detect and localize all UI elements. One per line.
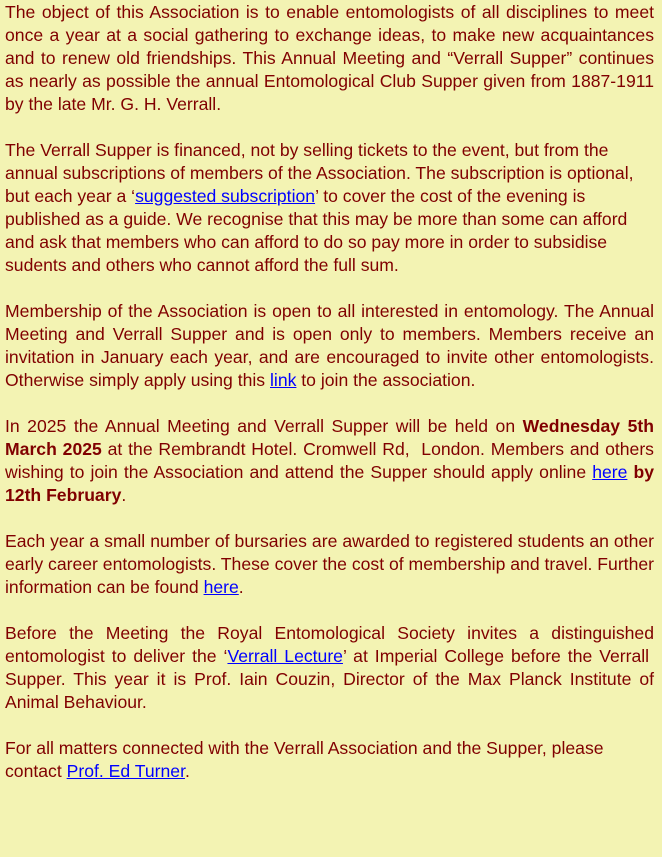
paragraph-text: . (184, 761, 190, 781)
paragraph-annual-meeting-2025 (5, 415, 654, 507)
join-association-link[interactable]: link (270, 370, 297, 390)
contact-ed-turner-link[interactable]: Prof. Ed Turner (66, 761, 185, 781)
paragraph-text: Before the Meeting the Royal Entomological Society invites a distinguished entomologist to deliver the ‘ (5, 623, 654, 666)
paragraph-text: . (238, 577, 244, 597)
paragraph-membership (5, 300, 654, 392)
meeting-date: Wednesday 5th March 2025 (5, 416, 654, 459)
paragraph-text: at the Rembrandt Hotel. Cromwell Rd, London. Members and others wishing to join the Association and attend the Supper should apply online (5, 439, 654, 482)
paragraph-text: The object of this Association is to enable entomologists of all disciplines to meet once a year at a social gathering to exchange ideas, to make new acquaintances and to renew old friendships. This Annual Meeting and “Verrall Supper” continues as nearly as possible the annual Entomological Club Supper given from 1887-1911 by the late Mr. G. H. Verrall. (5, 2, 654, 114)
paragraph-text: The Verrall Supper is financed, not by selling tickets to the event, but from the annual subscriptions of members of the Association. The subscription is optional, but each year a ‘ (5, 140, 634, 206)
bursaries-info-link[interactable]: here (203, 577, 239, 597)
paragraph-supper-financing (5, 139, 654, 277)
paragraph-text: . (121, 485, 127, 505)
suggested-subscription-link[interactable]: suggested subscription (135, 186, 316, 206)
application-deadline: by 12th February (5, 462, 655, 505)
paragraph-text: to join the association. (296, 370, 476, 390)
paragraph-text: Membership of the Association is open to all interested in entomology. The Annual Meeting and Verrall Supper and is open only to members. Members receive an invitation in January each year, and are encouraged to invite other entomologists. Otherwise simply apply using this (5, 301, 654, 390)
verrall-lecture-link[interactable]: Verrall Lecture (227, 646, 343, 666)
apply-online-link[interactable]: here (592, 462, 628, 482)
paragraph-contact (5, 737, 654, 783)
paragraph-text: ’ at Imperial College before the Verrall Supper. This year it is Prof. Iain Couzin, Director of the Max Planck Institute of Animal Behaviour. (5, 646, 654, 712)
paragraph-bursaries (5, 530, 654, 599)
paragraph-verrall-lecture (5, 622, 654, 714)
paragraph-association-object (5, 1, 654, 116)
paragraph-text: Each year a small number of bursaries are awarded to registered students an other early career entomologists. These cover the cost of membership and travel. Further information can be found (5, 531, 654, 597)
paragraph-text: For all matters connected with the Verrall Association and the Supper, please contact (5, 738, 604, 781)
paragraph-text: ’ to cover the cost of the evening is published as a guide. We recognise that this may be more than some can afford and ask that members who can afford to do so pay more in order to subsidise sudents and others who cannot afford the full sum. (5, 186, 628, 275)
page-content (5, 1, 654, 806)
paragraph-text: In 2025 the Annual Meeting and Verrall Supper will be held on (5, 416, 523, 436)
